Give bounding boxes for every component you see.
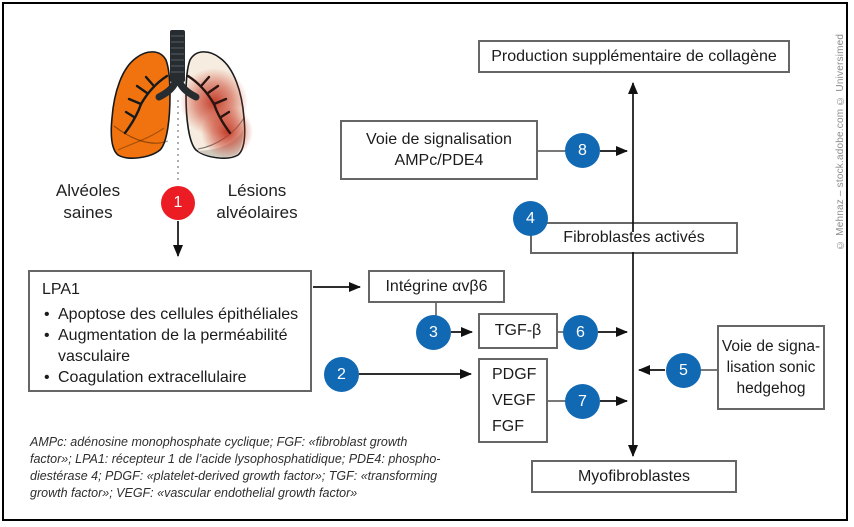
lpa1-bullet: • Apoptose des cellules épithéliales	[42, 304, 298, 325]
footnote-line: diestérase 4; PDGF: «platelet-derived growth factor»; TGF: «transforming	[30, 469, 438, 483]
step-marker-4: 4	[513, 201, 548, 236]
sonic-line: lisation sonic	[726, 359, 816, 376]
step-marker-1: 1	[161, 186, 195, 220]
box-myofibroblasts: Myofibroblastes	[531, 460, 737, 493]
step-marker-3: 3	[416, 315, 451, 350]
box-sonic-hedgehog-pathway	[717, 325, 825, 410]
box-ampc-pde4-pathway	[340, 120, 538, 180]
footnote-line: factor»; LPA1: récepteur 1 de l’acide lysophosphatidique; PDE4: phospho-	[30, 452, 441, 466]
box-tgf-beta: TGF-β	[478, 313, 558, 349]
step-marker-7: 7	[565, 384, 600, 419]
label-healthy-alveoli: Alvéoles saines	[55, 181, 121, 222]
box-collagen-production: Production supplémentaire de collagène	[478, 40, 790, 73]
step-marker-8: 8	[565, 133, 600, 168]
growth-factor-fgf: FGF	[492, 417, 524, 435]
lpa1-title: LPA1	[42, 281, 80, 298]
footnote-line: AMPc: adénosine monophosphate cyclique; FGF: «fibroblast growth	[30, 435, 408, 449]
box-activated-fibroblasts: Fibroblastes activés	[530, 222, 738, 254]
box-growth-factors	[478, 358, 548, 443]
ampc-line: Voie de signalisation	[366, 131, 512, 148]
image-credit: © Mehnaz – stock.adobe.com © Universimed	[835, 33, 846, 251]
sonic-line: hedgehog	[736, 380, 806, 397]
box-lpa1	[28, 270, 312, 392]
abbreviations-footnote	[30, 434, 475, 502]
lpa1-bullet: • Augmentation de la perméabilité vasculaire	[42, 325, 302, 367]
box-integrine: Intégrine αvβ6	[368, 270, 505, 303]
sonic-line: Voie de signa-	[721, 338, 821, 355]
growth-factor-vegf: VEGF	[492, 391, 536, 409]
label-alveolar-lesions: Lésions alvéolaires	[216, 181, 298, 222]
step-marker-5: 5	[666, 353, 701, 388]
step-marker-6: 6	[563, 315, 598, 350]
ampc-line: AMPc/PDE4	[394, 152, 484, 169]
footnote-line: growth factor»; VEGF: «vascular endothelial growth factor»	[30, 486, 358, 500]
lpa1-bullet: • Coagulation extracellulaire	[42, 367, 247, 388]
step-marker-2: 2	[324, 357, 359, 392]
growth-factor-pdgf: PDGF	[492, 365, 537, 383]
